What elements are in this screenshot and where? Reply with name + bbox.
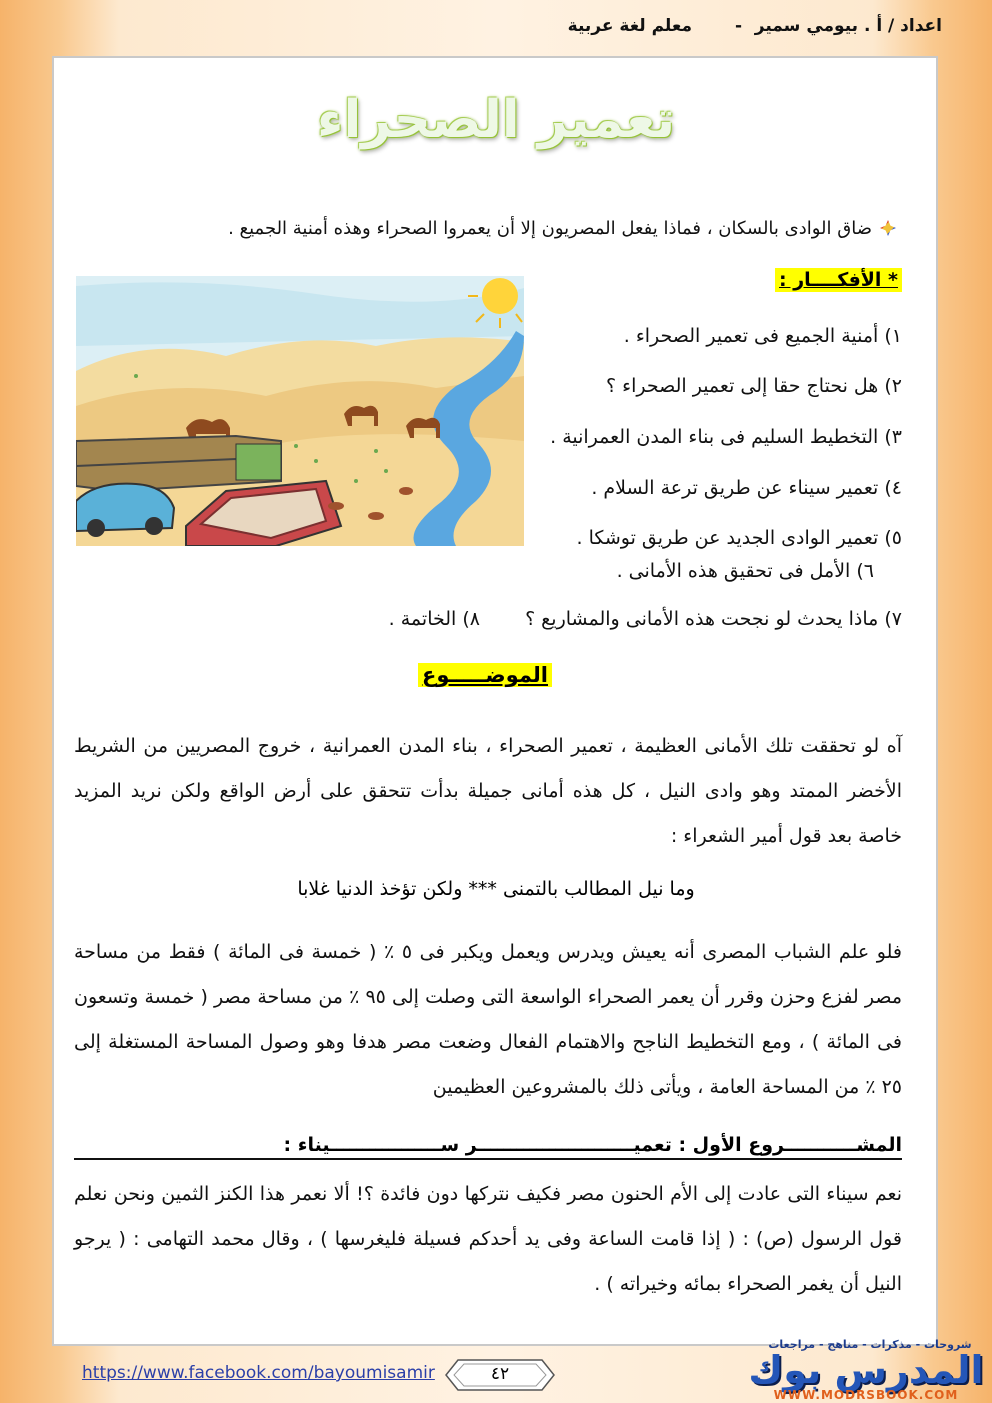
intro-text: ضاق الوادى بالسكان ، فماذا يفعل المصريون إلا أن يعمروا الصحراء وهذه أمنية الجميع . (228, 218, 872, 239)
poetry-verse: وما نيل المطالب بالتمنى *** ولكن تؤخذ الدنيا غلابا (297, 878, 695, 900)
paragraph-statistics: فلو علم الشباب المصرى أنه يعيش ويدرس ويعمل ويكبر فى ٥ ٪ ( خمسة فى المائة ) فقط من مساحة مصر لفزع وحزن وقرر أن يعمر الصحراء الواسعة التى وصلت إلى ٩٥ ٪ من مساحة مصر ( خمسة وتسعون فى المائة ) ، ومع التخطيط الناجح والاهتمام الفعال وضعت مصر هدفا وهو وصول المساحة المستغلة إلى ٢٥ ٪ من المساحة العامة ، ويأتى ذلك بالمشروعين العظيمين (74, 941, 902, 1098)
section-heading-sinai: المشـــــــــــروع الأول : تعميــــــــــــــــــــــــر ســـــــــــــــــيناء : (74, 1134, 902, 1160)
brand-name: المدرس بوك (748, 1348, 984, 1392)
page-number-box (444, 1357, 556, 1393)
topic-label: الموضـــــوع (418, 663, 552, 687)
page-header (0, 0, 992, 52)
header-author: اعداد / أ . بيومي سمير (754, 16, 942, 36)
brand-tagline: شروحات - مذكرات - مناهج - مراجعات (768, 1338, 972, 1351)
idea-8: ٨) الخاتمة . (388, 608, 480, 630)
idea-3: ٣) التخطيط السليم فى بناء المدن العمرانية . (550, 426, 902, 448)
paragraph-sinai: نعم سيناء التى عادت إلى الأم الحنون مصر فكيف نتركها دون فائدة ؟! ألا نعمر هذا الكنز الثمين ونحن نعلم قول الرسول (ص) : ( إذا قامت الساعة وفى يد أحدكم فسيلة فليغرسها ) ، وقال محمد التهامى : ( يرجو النيل أن يغمر الصحراء بمائه وخيراته ) . (74, 1183, 902, 1295)
facebook-link[interactable]: https://www.facebook.com/bayoumisamir (82, 1363, 435, 1383)
idea-5: ٥) تعمير الوادى الجديد عن طريق توشكا . (576, 527, 902, 549)
paragraph-intro: آه لو تحققت تلك الأمانى العظيمة ، تعمير الصحراء ، بناء المدن العمرانية ، خروج المصريين من الشريط الأخضر الممتد وهو وادى النيل ، كل هذه أمانى جميلة بدأت تتحقق على أرض الواقع ولكن نريد المزيد خاصة بعد قول أمير الشعراء : (74, 735, 902, 847)
intro-line (116, 218, 896, 239)
idea-4: ٤) تعمير سيناء عن طريق ترعة السلام . (591, 477, 902, 499)
header-separator: - (734, 16, 742, 36)
idea-7: ٧) ماذا يحدث لو نجحت هذه الأمانى والمشاريع ؟ (525, 608, 902, 630)
brand-logo (742, 1338, 990, 1402)
header-role: معلم لغة عربية (567, 16, 692, 36)
page-number: ٤٢ (490, 1364, 510, 1384)
ideas-label: * الأفكــــار : (775, 268, 902, 292)
page-title: تعمير الصحراء (316, 90, 676, 150)
brand-url: WWW.MODRSBOOK.COM (773, 1388, 959, 1402)
idea-2: ٢) هل نحتاج حقا إلى تعمير الصحراء ؟ (606, 375, 902, 397)
bullet-icon (880, 220, 896, 236)
desert-illustration (76, 276, 524, 546)
idea-6: ٦) الأمل فى تحقيق هذه الأمانى . (616, 560, 874, 582)
idea-1: ١) أمنية الجميع فى تعمير الصحراء . (623, 325, 902, 347)
